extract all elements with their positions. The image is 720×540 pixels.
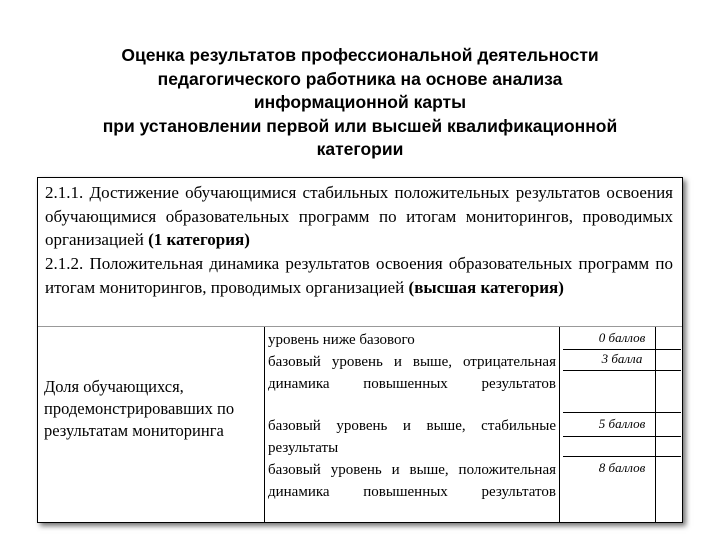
title-line: категории: [316, 139, 404, 159]
level-row: базовый уровень и выше, отрицательная динамика повышенных результатов: [268, 354, 556, 392]
page-title: [40, 44, 680, 162]
level-row: базовый уровень и выше, стабильные результаты: [268, 418, 556, 456]
criterion-2-1-1: [45, 181, 673, 252]
criterion-text: 2.1.1. Достижение обучающимися стабильных положительных результатов освоения обучающимися образовательных программ по итогам мониторингов, проводимых организацией: [45, 183, 673, 250]
column-divider: [264, 327, 265, 523]
row-divider: [563, 436, 681, 437]
title-line: при установлении первой или высшей квалификационной: [102, 115, 618, 136]
points-value: 5 баллов: [598, 416, 646, 431]
points-value: 3 балла: [601, 351, 643, 366]
row-divider: [563, 349, 681, 350]
level-row: базовый уровень и выше, положительная динамика повышенных результатов: [268, 462, 556, 500]
title-line: Оценка результатов профессиональной деятельности: [121, 45, 599, 65]
title-line: педагогического работника на основе анализа: [157, 68, 563, 89]
criterion-text: 2.1.2. Положительная динамика результатов освоения образовательных программ по итогам мониторингов, проводимых организацией: [45, 254, 673, 297]
criterion-2-1-2: [45, 252, 673, 299]
points-value: 8 баллов: [598, 460, 646, 475]
row-divider: [563, 456, 681, 457]
evaluation-table: [37, 177, 683, 523]
title-line: информационной карты: [253, 92, 467, 112]
level-row: уровень ниже базового: [268, 332, 415, 348]
row-divider: [563, 370, 681, 371]
row-divider: [563, 412, 681, 413]
indicator-label: Доля обучающихся, продемонстрировавших по результатам мониторинга: [44, 377, 235, 440]
column-divider: [559, 327, 560, 523]
points-value: 0 баллов: [598, 330, 646, 345]
criterion-category: (1 категория): [148, 230, 250, 250]
criterion-category: (высшая категория): [408, 277, 564, 297]
criteria-cell: [38, 178, 682, 327]
